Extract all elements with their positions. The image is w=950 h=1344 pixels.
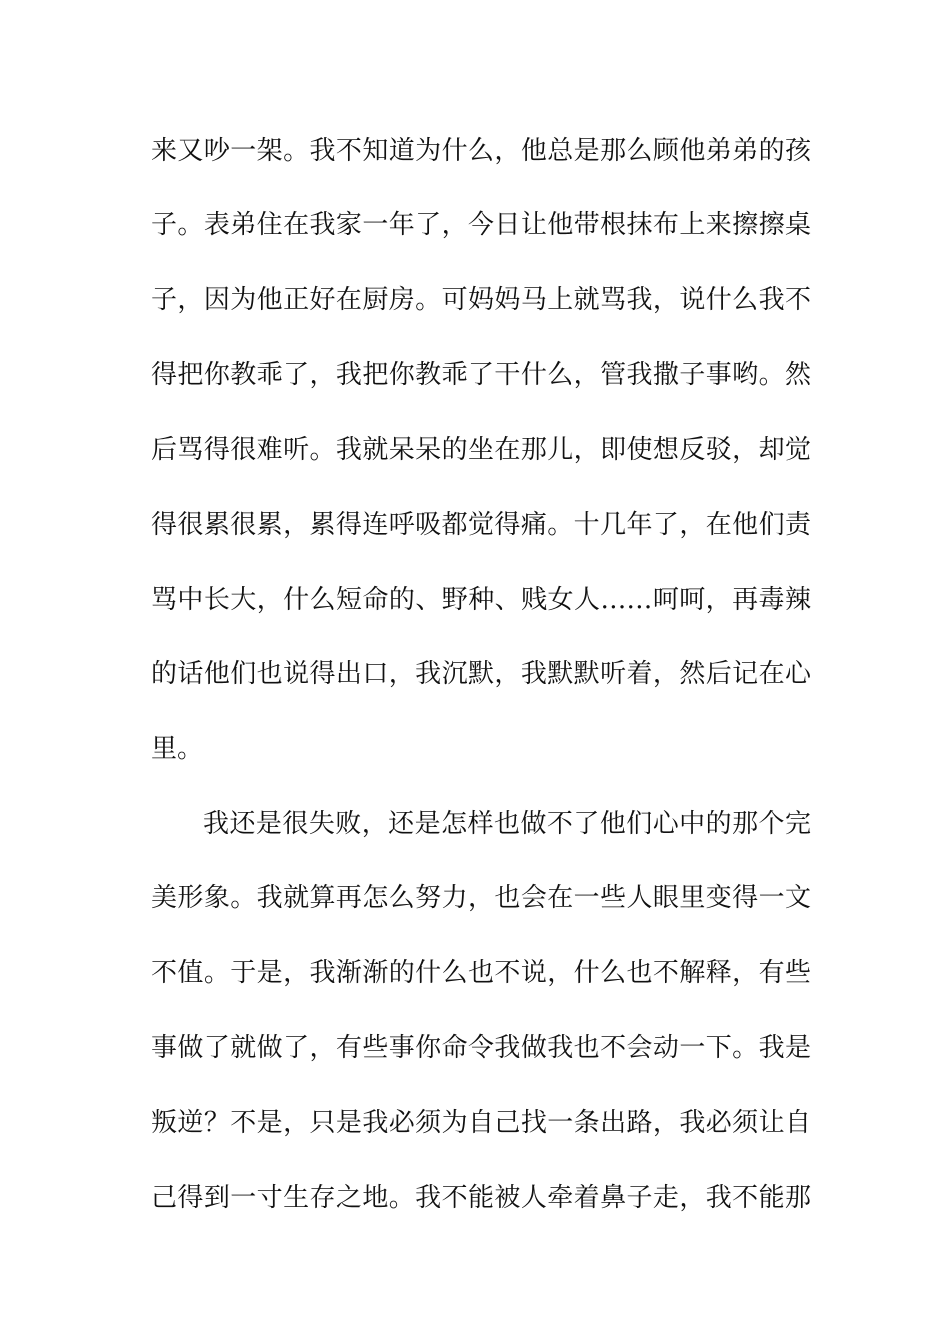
text-line: 得把你教乖了，我把你教乖了干什么，管我撒子事哟。然 [151,360,811,390]
text-line: 我还是很失败，还是怎样也做不了他们心中的那个完 [203,809,811,839]
text-line: 子，因为他正好在厨房。可妈妈马上就骂我，说什么我不 [151,285,811,315]
text-line: 的话他们也说得出口，我沉默，我默默听着，然后记在心 [151,659,811,689]
text-line: 美形象。我就算再怎么努力，也会在一些人眼里变得一文 [151,883,811,913]
text-line: 不值。于是，我渐渐的什么也不说，什么也不解释，有些 [151,958,811,988]
text-line: 己得到一寸生存之地。我不能被人牵着鼻子走，我不能那 [151,1183,811,1213]
text-line: 得很累很累，累得连呼吸都觉得痛。十几年了，在他们责 [151,510,811,540]
text-line: 叛逆？不是，只是我必须为自己找一条出路，我必须让自 [151,1108,811,1138]
text-line: 来又吵一架。我不知道为什么，他总是那么顾他弟弟的孩 [151,136,811,166]
text-line: 骂中长大，什么短命的、野种、贱女人……呵呵，再毒辣 [151,585,811,615]
text-line: 子。表弟住在我家一年了，今日让他带根抹布上来擦擦桌 [151,210,811,240]
text-line: 事做了就做了，有些事你命令我做我也不会动一下。我是 [151,1033,811,1063]
text-line: 里。 [151,734,204,764]
text-line: 后骂得很难听。我就呆呆的坐在那儿，即使想反驳，却觉 [151,435,811,465]
